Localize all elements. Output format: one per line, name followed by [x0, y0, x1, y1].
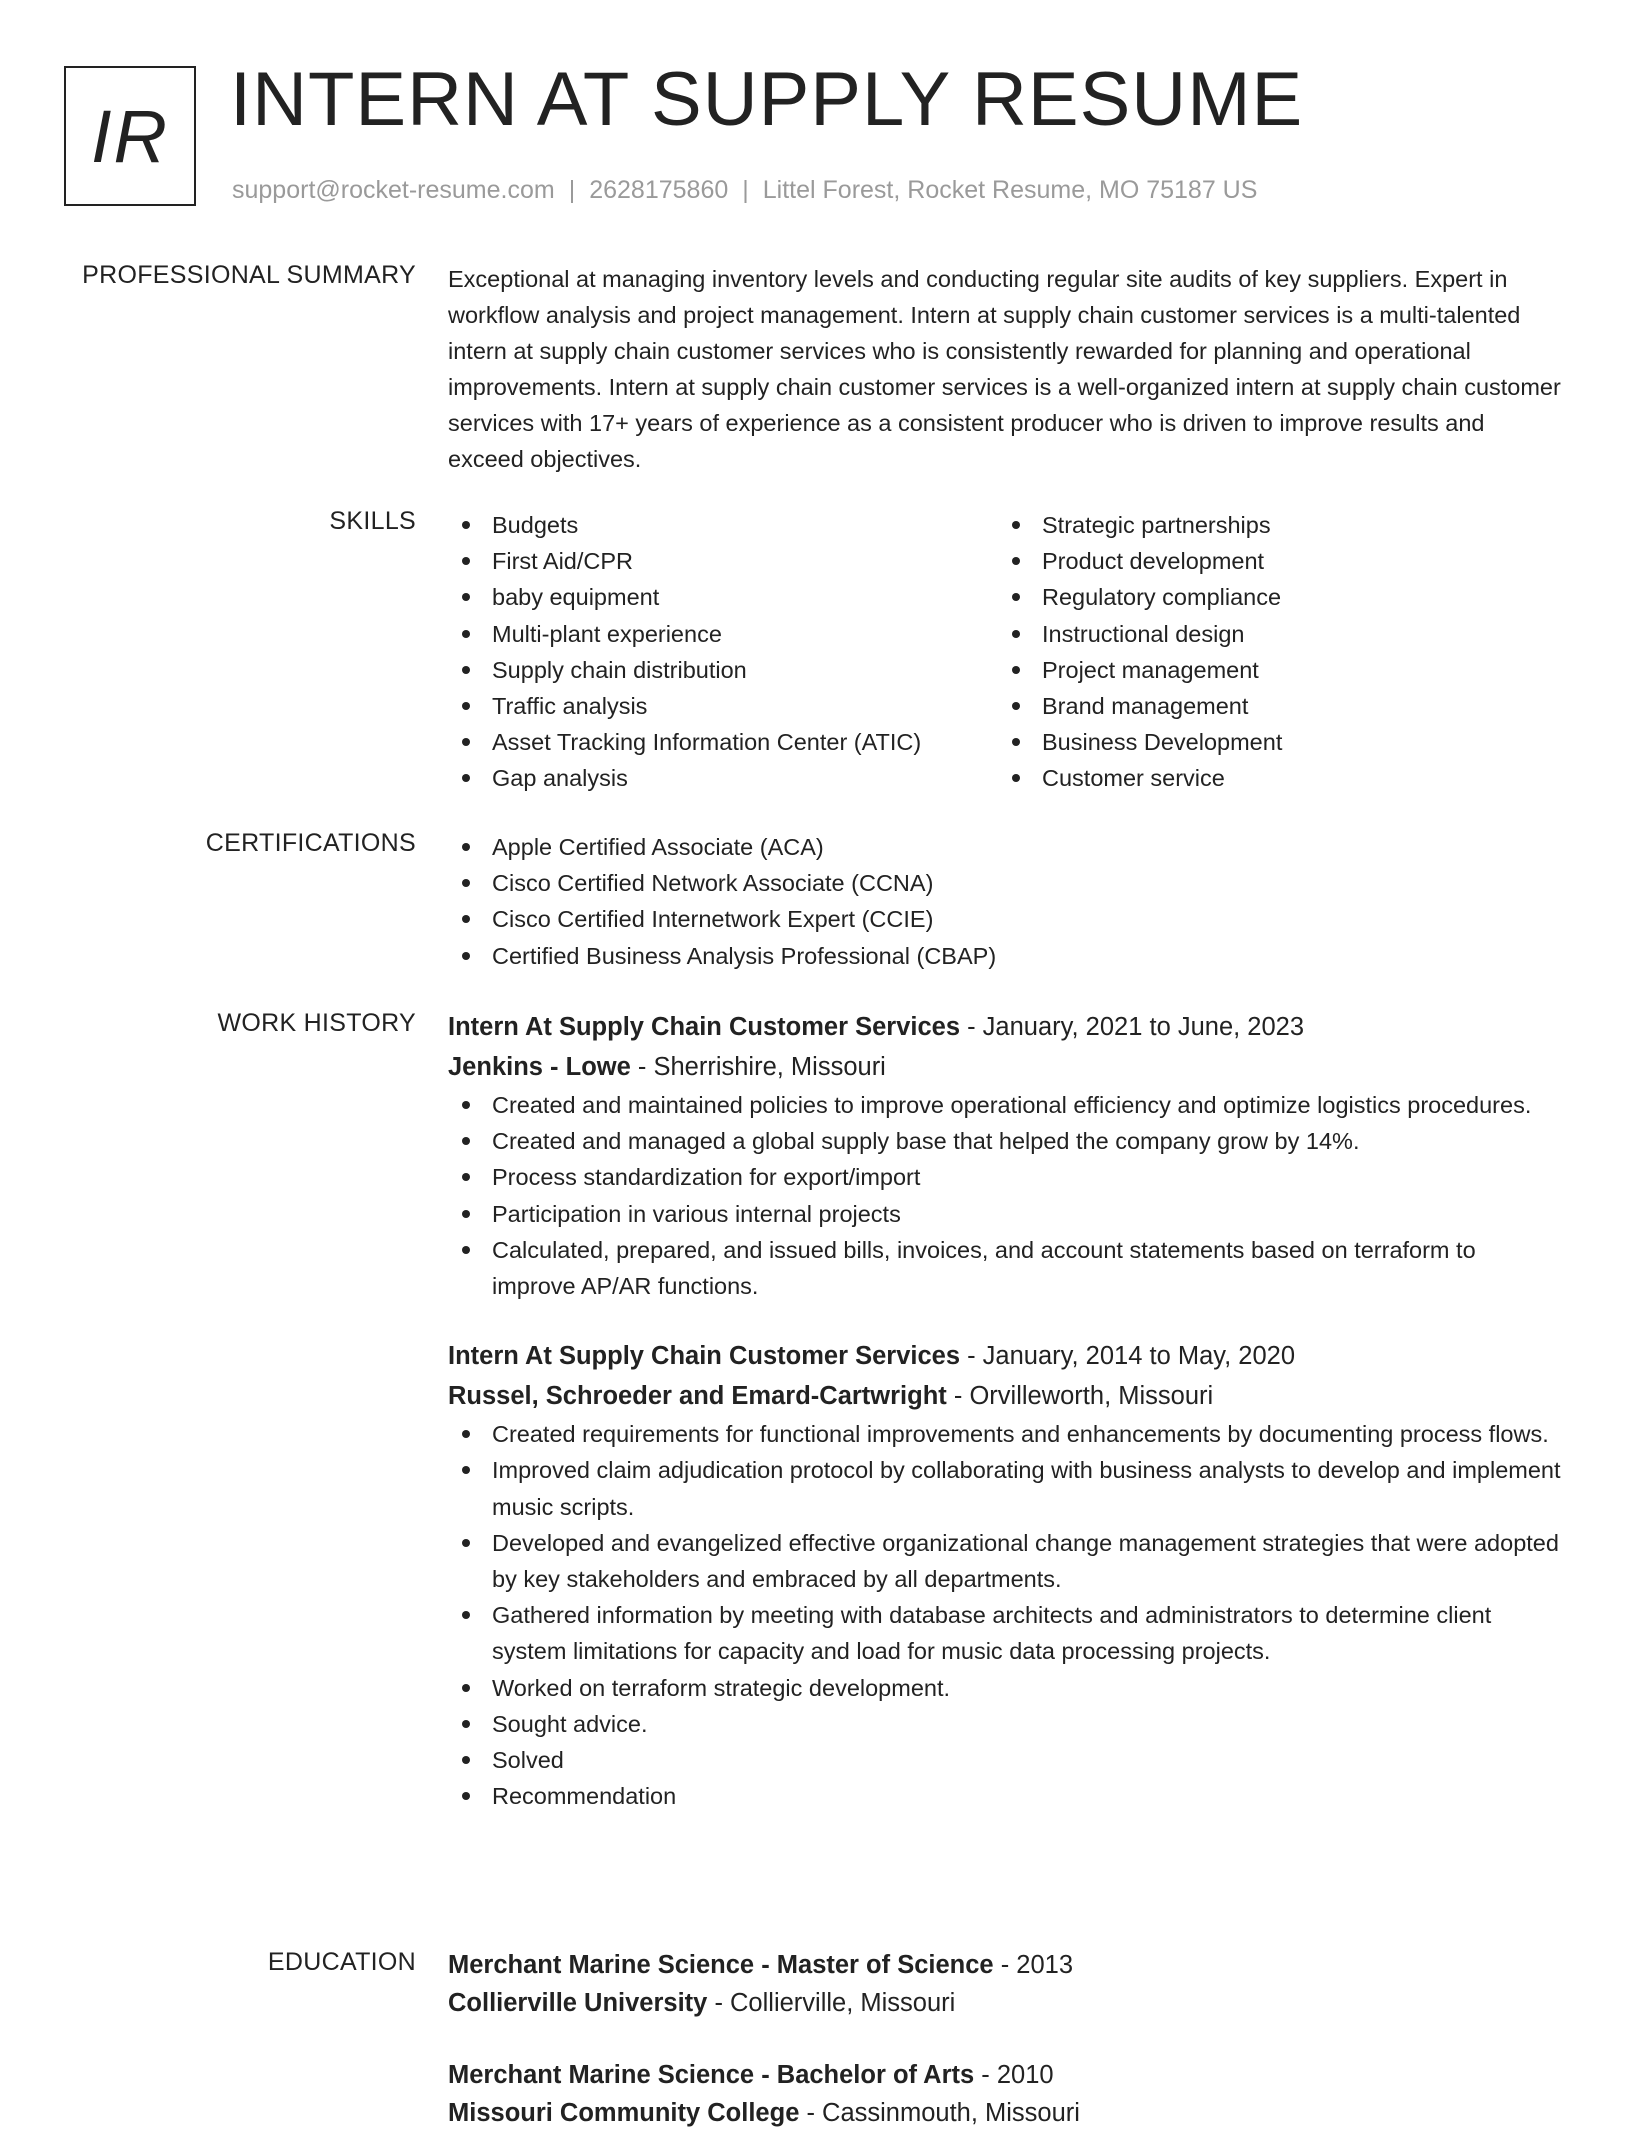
job-company: Jenkins - Lowe [448, 1053, 631, 1081]
skill-item: Asset Tracking Information Center (ATIC) [448, 724, 998, 760]
job-dates: - January, 2014 to May, 2020 [960, 1342, 1296, 1371]
skill-item: Traffic analysis [448, 688, 998, 724]
skill-item: Business Development [998, 724, 1548, 760]
education-entry [448, 2056, 1563, 2132]
education-entry [448, 1946, 1563, 2022]
job-title-line [448, 1007, 1563, 1047]
skill-item: Supply chain distribution [448, 652, 998, 688]
job-dates: - January, 2021 to June, 2023 [960, 1013, 1305, 1041]
job-company-line [448, 1047, 1563, 1087]
degree-name: Merchant Marine Science - Master of Science [448, 1951, 994, 1979]
degree-year: - 2013 [993, 1951, 1074, 1979]
skill-item: Multi-plant experience [448, 616, 998, 652]
work-history-content [448, 1007, 1563, 1814]
job-bullet: Created and managed a global supply base that helped the company grow by 14%. [448, 1123, 1563, 1159]
job-bullet: Created requirements for functional improvements and enhancements by documenting process flows. [448, 1416, 1563, 1452]
job-bullet: Worked on terraform strategic development. [448, 1670, 1563, 1706]
section-heading-skills: SKILLS [329, 507, 416, 535]
certification-item: Apple Certified Associate (ACA) [448, 829, 1563, 865]
contact-email[interactable]: support@rocket-resume.com [232, 176, 555, 204]
contact-address: Littel Forest, Rocket Resume, MO 75187 US [762, 176, 1258, 204]
skill-item: First Aid/CPR [448, 543, 998, 579]
certification-item: Cisco Certified Network Associate (CCNA) [448, 865, 1563, 901]
job-bullet: Solved [448, 1742, 1563, 1778]
job-bullets [448, 1416, 1563, 1814]
school-location: - Collierville, Missouri [707, 1989, 956, 2017]
skill-item: Customer service [998, 760, 1548, 796]
monogram-logo [64, 66, 196, 206]
skill-item: Project management [998, 652, 1548, 688]
certification-item: Certified Business Analysis Professional (CBAP) [448, 938, 1563, 974]
degree-line [448, 1946, 1563, 1984]
skill-item: baby equipment [448, 579, 998, 615]
resume-title: INTERN AT SUPPLY RESUME [230, 57, 1304, 142]
school-line [448, 1984, 1563, 2022]
job-bullet: Participation in various internal projects [448, 1196, 1563, 1232]
skills-content [448, 507, 1563, 797]
job-bullet: Gathered information by meeting with database architects and administrators to determine client system limitations for capacity and load for music data processing projects. [448, 1597, 1563, 1669]
monogram-initials: IR [91, 94, 169, 178]
job-title-line [448, 1336, 1563, 1376]
job-bullet: Developed and evangelized effective organizational change management strategies that were adopted by key stakeholders and embraced by all departments. [448, 1525, 1563, 1597]
skill-item: Product development [998, 543, 1548, 579]
job-title: Intern At Supply Chain Customer Services [448, 1342, 961, 1371]
summary-text: Exceptional at managing inventory levels and conducting regular site audits of key suppliers. Expert in workflow analysis and project management. Intern at supply chain customer services is a multi-talented intern at supply chain customer services who is consistently rewarded for planning and operational improvements. Intern at supply chain customer services is a well-organized intern at supply chain customer services with 17+ years of experience as a consistent producer who is driven to improve results and exceed objectives. [448, 266, 1561, 472]
section-heading-education: EDUCATION [267, 1948, 416, 1976]
job-bullets [448, 1087, 1563, 1304]
degree-name: Merchant Marine Science - Bachelor of Arts [448, 2061, 975, 2089]
job-bullet: Process standardization for export/import [448, 1159, 1563, 1195]
school-line [448, 2094, 1563, 2132]
job-bullet: Sought advice. [448, 1706, 1563, 1742]
degree-line [448, 2056, 1563, 2094]
section-heading-work-history: WORK HISTORY [217, 1009, 416, 1037]
job-entry [448, 1336, 1563, 1814]
skill-item: Instructional design [998, 616, 1548, 652]
job-title: Intern At Supply Chain Customer Services [448, 1013, 961, 1041]
job-bullet: Improved claim adjudication protocol by collaborating with business analysts to develop and implement music scripts. [448, 1452, 1563, 1524]
certification-item: Cisco Certified Internetwork Expert (CCIE) [448, 901, 1563, 937]
skills-list-right [998, 507, 1548, 797]
job-company: Russel, Schroeder and Emard-Cartwright [448, 1382, 947, 1411]
job-bullet: Recommendation [448, 1778, 1563, 1814]
job-company-line [448, 1376, 1563, 1416]
degree-year: - 2010 [974, 2061, 1054, 2089]
job-bullet: Created and maintained policies to improve operational efficiency and optimize logistics procedures. [448, 1087, 1563, 1123]
section-heading-certifications: CERTIFICATIONS [205, 829, 416, 857]
job-entry [448, 1007, 1563, 1304]
school-location: - Cassinmouth, Missouri [799, 2099, 1080, 2127]
job-location: - Sherrishire, Missouri [630, 1053, 886, 1081]
contact-line [232, 176, 1257, 205]
contact-separator: | [568, 176, 576, 204]
skill-item: Regulatory compliance [998, 579, 1548, 615]
skills-list-left [448, 507, 998, 797]
job-bullet: Calculated, prepared, and issued bills, invoices, and account statements based on terraform to improve AP/AR functions. [448, 1232, 1563, 1304]
education-content [448, 1946, 1563, 2132]
skill-item: Budgets [448, 507, 998, 543]
certifications-content [448, 829, 1563, 974]
skill-item: Brand management [998, 688, 1548, 724]
school-name: Missouri Community College [448, 2099, 800, 2127]
certifications-list [448, 829, 1563, 974]
contact-separator: | [742, 176, 749, 204]
skill-item: Strategic partnerships [998, 507, 1548, 543]
school-name: Collierville University [448, 1989, 708, 2017]
contact-phone[interactable]: 2628175860 [589, 176, 729, 204]
summary-content [448, 261, 1563, 477]
skills-columns [448, 507, 1563, 797]
job-location: - Orvilleworth, Missouri [946, 1382, 1214, 1411]
skill-item: Gap analysis [448, 760, 998, 796]
section-heading-summary: PROFESSIONAL SUMMARY [82, 261, 416, 289]
